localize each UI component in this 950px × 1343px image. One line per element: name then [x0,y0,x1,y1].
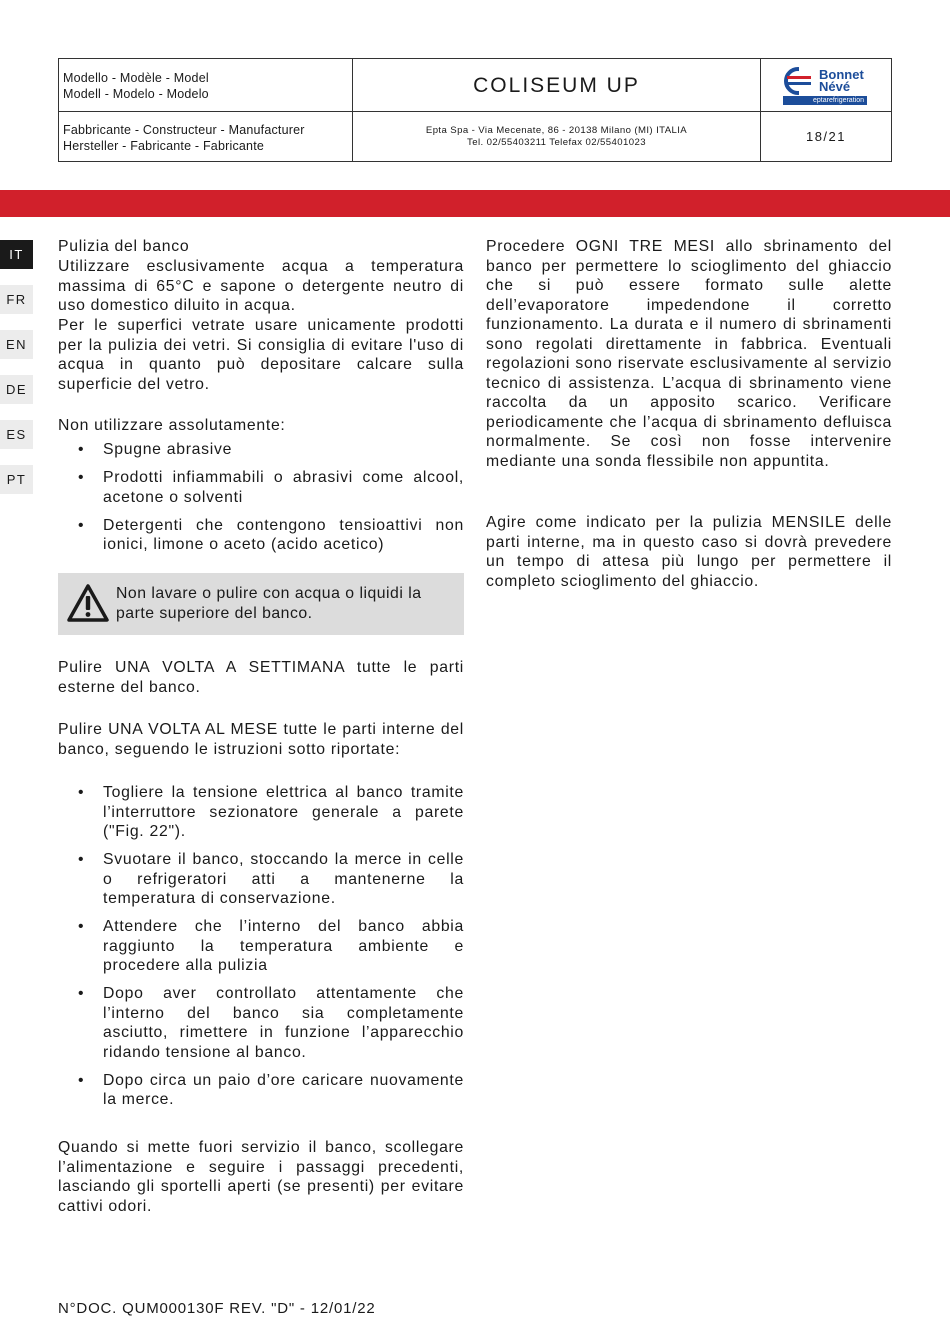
manufacturer-label [59,112,353,162]
list-item: • Attendere che l’interno del banco abbia raggiunto la temperatura ambiente e procedere alla pulizia [58,917,464,976]
warning-box [58,573,464,635]
page-number: 18/21 [761,112,892,162]
list-item: • Dopo circa un paio d’ore caricare nuovamente la merce. [58,1071,464,1110]
paragraph-defrosting: Procedere OGNI TRE MESI allo sbrinamento del banco per permettere lo scioglimento del ghiaccio che si può essere formato sulle alette dell’evaporatore impedendone il corretto funzionamento. La durata e il numero di sbrinamenti sono regolati direttamente in fabbrica. Eventuali regolazioni sono riservate esclusivamente al servizio tecnico di assistenza. L’acqua di sbrinamento viene raccolta da un apposito scarico. Verificare periodicamente che l’acqua di sbrinamento defluisca normalmente. Se così non fosse intervenire mediante una sonda flessibile non appuntita. [486,238,892,470]
list-item: • Dopo aver controllato attentamente che l’interno del banco sia completamente asciutto, rimettere in funzione l’apparecchio ridando tensione al banco. [58,984,464,1062]
lang-tab-fr[interactable]: FR [0,285,33,314]
list-cleaning-steps [58,783,464,1118]
paragraph-water-temperature: Utilizzare esclusivamente acqua a temperatura massima di 65°C e sapone o detergente neutro di uso domestico diluito in acqua. [58,258,464,314]
model-label-line-2: Modell - Modelo - Modelo [63,87,209,101]
lang-tab-it[interactable]: IT [0,240,33,269]
model-label [59,59,353,112]
warning-text: Non lavare o pulire con acqua o liquidi la parte superiore del banco. [116,585,422,622]
address-line-2: Tel. 02/55403211 Telefax 02/55401023 [467,137,646,148]
red-divider-bar [0,190,950,217]
manufacturer-label-line-2: Hersteller - Fabricante - Fabricante [63,139,265,153]
list-item: • Spugne abrasive [58,440,464,460]
model-name: COLISEUM UP [353,59,761,112]
paragraph-monthly-cleaning: Pulire UNA VOLTA AL MESE tutte le parti interne del banco, seguendo le istruzioni sotto riportate: [58,721,464,758]
lang-tab-de[interactable]: DE [0,375,33,404]
paragraph-glass-surfaces: Per le superfici vetrate usare unicamente prodotti per la pulizia dei vetri. Si consiglia di evitare l'uso di acqua in quanto può depositare calcare sulla superficie del vetro. [58,317,464,393]
logo-text-neve: Névé [819,79,851,94]
logo-text-epta: eptarefrigeration [783,96,867,105]
document-number: N°DOC. QUM000130F REV. "D" - 12/01/22 [58,1300,376,1317]
address-line-1: Epta Spa - Via Mecenate, 86 - 20138 Milano (MI) ITALIA [425,125,688,136]
paragraph-out-of-service: Quando si mette fuori servizio il banco, scollegare l’alimentazione e seguire i passaggi precedenti, lasciando gli sportelli aperti (se presenti) per evitare cattivi odori. [58,1139,464,1215]
manufacturer-label-line-1: Fabbricante - Constructeur - Manufacturer [63,123,305,137]
paragraph-weekly-cleaning: Pulire UNA VOLTA A SETTIMANA tutte le parti esterne del banco. [58,659,464,696]
list-item: • Svuotare il banco, stoccando la merce in celle o refrigeratori atti a mantenerne la temperatura di conservazione. [58,850,464,909]
warning-triangle-icon [66,583,110,623]
document-header [58,58,892,162]
section-title: Pulizia del banco [58,238,190,255]
manufacturer-address [353,112,761,162]
paragraph-defrost-monthly: Agire come indicato per la pulizia MENSILE delle parti interne, ma in questo caso si dovrà prevedere un tempo di attesa più lungo per permettere il completo scioglimento del ghiaccio. [486,514,892,590]
model-label-line-1: Modello - Modèle - Model [63,71,209,85]
brand-logo [761,59,892,112]
list-item: • Prodotti infiammabili o abrasivi come alcool, acetone o solventi [58,468,464,507]
lang-tab-en[interactable]: EN [0,330,33,359]
lang-tab-pt[interactable]: PT [0,465,33,494]
list-item: • Togliere la tensione elettrica al banco tramite l’interruttore sezionatore generale a parete ("Fig. 22"). [58,783,464,842]
paragraph-do-not-use: Non utilizzare assolutamente: [58,417,286,434]
lang-tab-es[interactable]: ES [0,420,33,449]
logo-text-bonnet: Bonnet [819,67,864,82]
euro-logo-icon [783,66,817,96]
list-item: • Detergenti che contengono tensioattivi non ionici, limone o aceto (acido acetico) [58,516,464,555]
list-forbidden-products [58,440,464,563]
